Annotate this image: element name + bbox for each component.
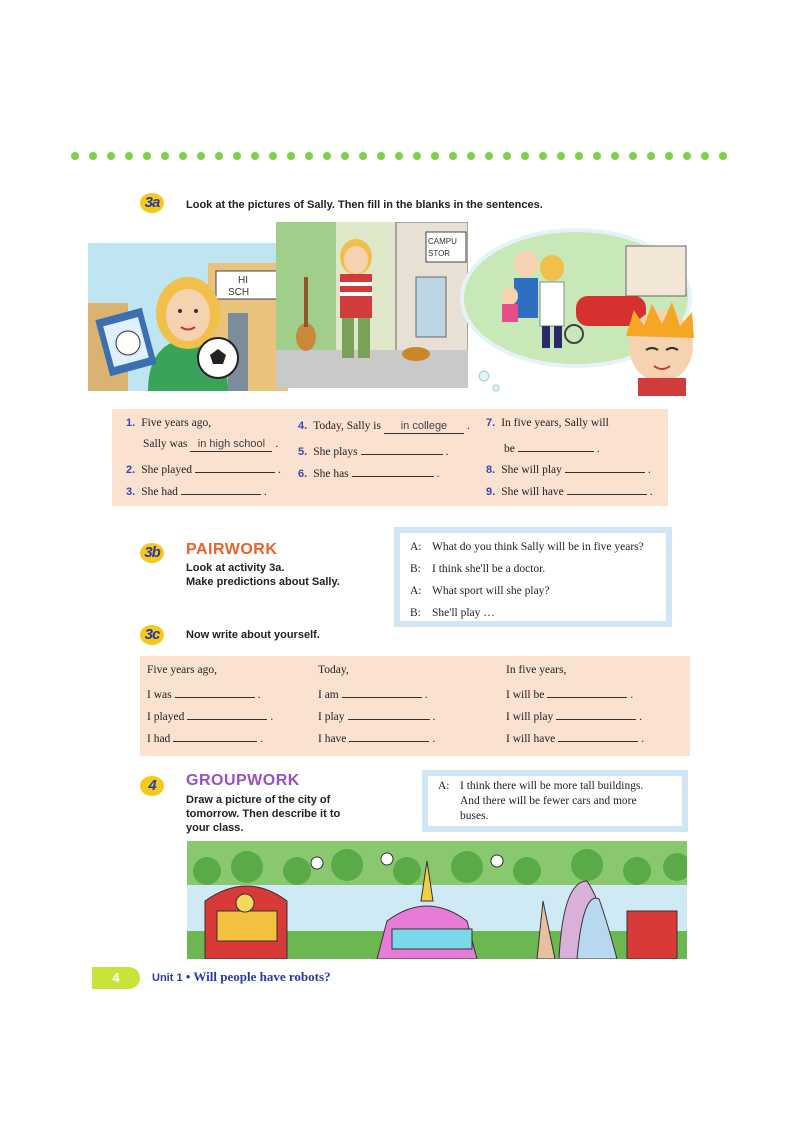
answer-blank[interactable] bbox=[547, 685, 627, 698]
dialog-text: She'll play … bbox=[432, 607, 495, 619]
self-col2-header: Today, bbox=[318, 664, 349, 676]
activity-4-badge: 4 bbox=[140, 776, 164, 796]
dialog-text: I think she'll be a doctor. bbox=[432, 563, 546, 575]
activity-3a-badge: 3a bbox=[140, 193, 164, 213]
sentence-text: I was bbox=[147, 689, 172, 701]
dialog-line bbox=[410, 580, 666, 602]
answer-blank[interactable] bbox=[518, 439, 594, 452]
sentence-text: Five years ago, bbox=[141, 417, 212, 429]
sentence-9 bbox=[486, 482, 653, 499]
school-sign-text-1: HI bbox=[238, 275, 248, 286]
groupwork-heading: GROUPWORK bbox=[186, 772, 300, 789]
sentence-period: . bbox=[277, 464, 281, 476]
dialog-text: What do you think Sally will be in five years? bbox=[432, 541, 644, 553]
answer-blank[interactable]: in high school bbox=[190, 439, 272, 452]
dialog-line bbox=[410, 536, 666, 558]
dialog-speaker: B: bbox=[410, 563, 421, 575]
activity-3a-instruction: Look at the pictures of Sally. Then fill in the blanks in the sentences. bbox=[186, 199, 543, 211]
answer-blank[interactable] bbox=[361, 442, 443, 455]
sentence-period: . bbox=[596, 443, 600, 455]
activity-3b-instruction-2: Make predictions about Sally. bbox=[186, 576, 340, 588]
footer-separator: • bbox=[185, 969, 191, 984]
answer-blank[interactable] bbox=[181, 482, 261, 495]
sentence-number: 2. bbox=[126, 464, 136, 476]
sentence-text: Sally was bbox=[143, 438, 188, 450]
sentence-period: . bbox=[466, 420, 470, 432]
pairwork-heading: PAIRWORK bbox=[186, 541, 278, 558]
sentence-number: 4. bbox=[298, 420, 308, 432]
sentence-text: I will play bbox=[506, 711, 554, 723]
answer-blank[interactable] bbox=[187, 707, 267, 720]
sentence-text: I played bbox=[147, 711, 185, 723]
sentence-text: I am bbox=[318, 689, 339, 701]
activity-3c-badge: 3c bbox=[140, 625, 164, 645]
dialog-text: I think there will be more tall buildings. bbox=[460, 780, 644, 792]
self-have bbox=[318, 729, 435, 746]
unit-title: Will people have robots? bbox=[193, 969, 331, 984]
dialog-line bbox=[438, 779, 682, 794]
sentence-period: . bbox=[436, 468, 440, 480]
sentence-6 bbox=[298, 464, 440, 481]
sentence-text: She has bbox=[313, 468, 349, 480]
dotted-divider bbox=[70, 150, 730, 162]
sentence-period: . bbox=[630, 689, 634, 701]
sentence-text: She will have bbox=[501, 486, 564, 498]
sentence-text: be bbox=[504, 443, 515, 455]
answer-blank[interactable] bbox=[173, 729, 257, 742]
sentence-text: She will play bbox=[501, 464, 562, 476]
sentence-7-line2 bbox=[504, 439, 600, 456]
dialog-line bbox=[438, 809, 682, 824]
sentence-3 bbox=[126, 482, 267, 499]
answer-blank[interactable] bbox=[352, 464, 434, 477]
answer-blank[interactable] bbox=[348, 707, 430, 720]
sentence-2 bbox=[126, 460, 281, 477]
sally-college-picture bbox=[276, 222, 468, 388]
sentence-period: . bbox=[424, 689, 428, 701]
sentence-8 bbox=[486, 460, 651, 477]
sentence-number: 6. bbox=[298, 468, 308, 480]
dialog-line bbox=[438, 794, 682, 809]
sentence-period: . bbox=[639, 711, 643, 723]
self-col3-header: In five years, bbox=[506, 664, 567, 676]
activity-3c-instruction: Now write about yourself. bbox=[186, 629, 320, 641]
sentence-period: . bbox=[445, 446, 449, 458]
self-will-be bbox=[506, 685, 633, 702]
answer-blank[interactable] bbox=[349, 729, 429, 742]
dialog-text: buses. bbox=[460, 810, 489, 822]
dialog-speaker: A: bbox=[438, 780, 450, 792]
answer-blank[interactable] bbox=[556, 707, 636, 720]
sentence-period: . bbox=[263, 486, 267, 498]
sentence-period: . bbox=[432, 711, 436, 723]
sally-future-picture bbox=[456, 226, 700, 396]
self-will-play bbox=[506, 707, 642, 724]
sentence-7-line1 bbox=[486, 416, 609, 430]
sentence-number: 8. bbox=[486, 464, 496, 476]
sentence-number: 5. bbox=[298, 446, 308, 458]
sentence-text: She had bbox=[141, 486, 178, 498]
answer-blank[interactable] bbox=[567, 482, 647, 495]
activity-3b-instruction-1: Look at activity 3a. bbox=[186, 562, 285, 574]
self-col1-header: Five years ago, bbox=[147, 664, 217, 676]
sentence-text: She played bbox=[141, 464, 192, 476]
self-will-have bbox=[506, 729, 644, 746]
answer-blank[interactable] bbox=[195, 460, 275, 473]
activity-3b-badge: 3b bbox=[140, 543, 164, 563]
answer-blank[interactable] bbox=[175, 685, 255, 698]
sentence-text: Today, Sally is bbox=[313, 420, 381, 432]
store-sign-text-2: STOR bbox=[428, 249, 451, 258]
dialog-speaker: A: bbox=[410, 585, 422, 597]
activity-4-instruction-3: your class. bbox=[186, 822, 244, 834]
sentence-text: I will have bbox=[506, 733, 556, 745]
school-sign-text-2: SCH bbox=[228, 287, 250, 298]
dialog-speaker: B: bbox=[410, 607, 421, 619]
sentence-period: . bbox=[257, 689, 261, 701]
answer-blank[interactable] bbox=[558, 729, 638, 742]
sentence-period: . bbox=[649, 486, 653, 498]
sentence-text: I had bbox=[147, 733, 171, 745]
sentence-text: I play bbox=[318, 711, 345, 723]
city-of-tomorrow-picture bbox=[187, 841, 687, 959]
groupwork-dialog-box bbox=[422, 770, 688, 832]
sentence-number: 9. bbox=[486, 486, 496, 498]
sentence-5 bbox=[298, 442, 448, 459]
sentence-1-line2 bbox=[143, 437, 278, 452]
self-played bbox=[147, 707, 273, 724]
self-am bbox=[318, 685, 428, 702]
activity-4-instruction-1: Draw a picture of the city of bbox=[186, 794, 331, 806]
sally-high-school-picture bbox=[88, 243, 288, 391]
store-sign-text-1: CAMPU bbox=[428, 237, 457, 246]
sentence-number: 7. bbox=[486, 417, 496, 429]
sentence-4 bbox=[298, 419, 470, 434]
unit-footer bbox=[152, 969, 331, 985]
sentence-period: . bbox=[270, 711, 274, 723]
sentence-period: . bbox=[260, 733, 264, 745]
dialog-text: What sport will she play? bbox=[432, 585, 550, 597]
dialog-text: And there will be fewer cars and more bbox=[460, 795, 637, 807]
sentence-text: She plays bbox=[313, 446, 358, 458]
sentence-number: 3. bbox=[126, 486, 136, 498]
pairwork-dialog-box bbox=[394, 527, 672, 627]
dialog-line bbox=[410, 602, 666, 624]
sentence-period: . bbox=[641, 733, 645, 745]
self-had bbox=[147, 729, 263, 746]
dialog-speaker: A: bbox=[410, 541, 422, 553]
dialog-line bbox=[410, 558, 666, 580]
sentence-text: I will be bbox=[506, 689, 545, 701]
page-number: 4 bbox=[112, 970, 120, 985]
sentence-period: . bbox=[275, 438, 279, 450]
sentence-text: In five years, Sally will bbox=[501, 417, 609, 429]
self-play bbox=[318, 707, 435, 724]
self-was bbox=[147, 685, 260, 702]
answer-blank[interactable] bbox=[342, 685, 422, 698]
answer-blank[interactable] bbox=[565, 460, 645, 473]
sentence-1-line1 bbox=[126, 416, 211, 430]
sentence-number: 1. bbox=[126, 417, 136, 429]
sentence-period: . bbox=[432, 733, 436, 745]
answer-blank[interactable]: in college bbox=[384, 421, 464, 434]
activity-4-instruction-2: tomorrow. Then describe it to bbox=[186, 808, 341, 820]
unit-label: Unit 1 bbox=[152, 972, 183, 984]
sentence-text: I have bbox=[318, 733, 347, 745]
sentence-period: . bbox=[647, 464, 651, 476]
